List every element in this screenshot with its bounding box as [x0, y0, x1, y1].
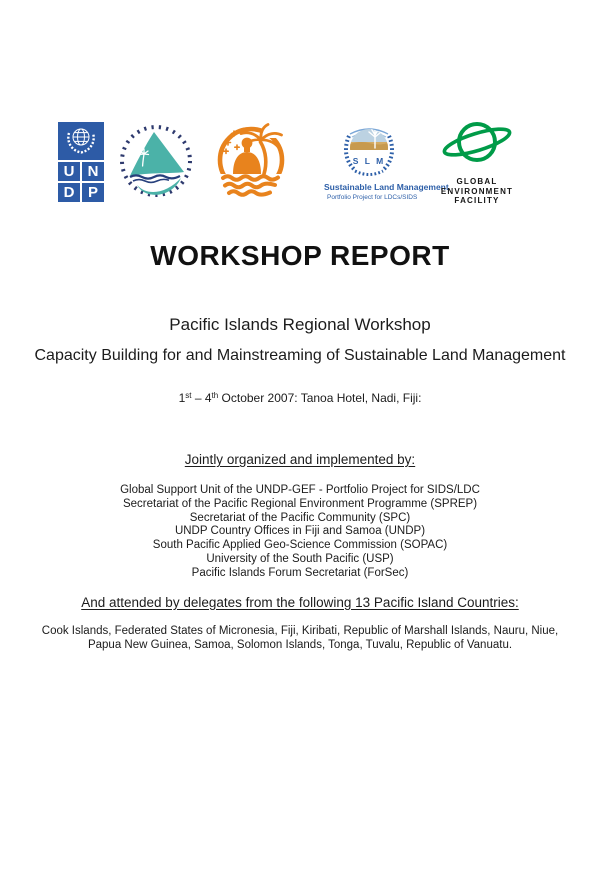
slm-acronym: S L M — [352, 156, 386, 166]
organizers-list — [0, 484, 600, 581]
date-month-venue: October 2007: Tanoa Hotel, Nadi, Fiji: — [218, 391, 422, 405]
attendees-heading: And attended by delegates from the following 13 Pacific Island Countries: — [81, 594, 519, 610]
undp-letter: P — [82, 183, 104, 202]
report-cover-page — [0, 110, 600, 886]
logo-band — [58, 110, 600, 214]
date-day-start: 1 — [178, 391, 186, 405]
slm-caption-line2-text: Portfolio Project for LDCs/SIDS — [327, 194, 418, 201]
organizer-item: Global Support Unit of the UNDP-GEF - Portfolio Project for SIDS/LDC — [120, 484, 480, 496]
undp-letter: D — [58, 183, 80, 202]
sprep-logo — [214, 118, 288, 206]
gef-logo — [438, 118, 516, 206]
organizer-item: Pacific Islands Forum Secretariat (ForSec) — [191, 566, 409, 579]
sprep-island-icon — [214, 118, 288, 206]
organizer-item: UNDP Country Offices in Fiji and Samoa (UNDP) — [174, 525, 426, 538]
organizer-item: University of the South Pacific (USP) — [206, 552, 394, 565]
countries-list — [0, 624, 600, 652]
slm-wreath-icon — [339, 123, 399, 181]
organizer-item: Secretariat of the Pacific Regional Environment Programme (SPREP) — [122, 497, 478, 510]
gef-globe-icon — [439, 118, 515, 170]
organizer-item: Secretariat of the Pacific Community (SPC) — [189, 511, 411, 524]
date-ordinal-st: st — [185, 391, 192, 400]
gef-caption-line: ENVIRONMENT — [440, 186, 514, 196]
undp-letter: U — [58, 162, 80, 181]
workshop-subtitle: Pacific Islands Regional Workshop — [169, 315, 431, 334]
slm-caption-line2 — [324, 194, 418, 201]
countries-line: Papua New Guinea, Samoa, Solomon Islands, Tonga, Tuvalu, Republic of Vanuatu. — [87, 638, 513, 651]
workshop-theme: Capacity Building for and Mainstreaming of Sustainable Land Management — [34, 347, 566, 364]
spc-canoe-icon — [118, 121, 196, 203]
undp-logo — [58, 122, 104, 202]
date-ordinal-th: th — [211, 391, 219, 400]
slm-caption-line1: Sustainable Land Management — [324, 182, 449, 192]
organizers-heading: Jointly organized and implemented by: — [184, 452, 416, 467]
gef-caption-line: GLOBAL — [456, 177, 498, 187]
organizer-item: South Pacific Applied Geo-Science Commission (SOPAC) — [152, 539, 448, 552]
undp-letter-grid — [58, 160, 104, 202]
slm-logo — [324, 123, 449, 201]
undp-letter: N — [82, 162, 104, 181]
date-range-separator: – 4 — [191, 391, 212, 405]
countries-line: Cook Islands, Federated States of Micronesia, Fiji, Kiribati, Republic of Marshall Islands, Nauru, Niue, — [41, 624, 559, 637]
gef-caption-line: FACILITY — [454, 196, 500, 206]
page-title: WORKSHOP REPORT — [150, 240, 450, 271]
un-emblem-icon — [58, 122, 104, 160]
date-venue-line — [0, 388, 600, 406]
spc-logo — [118, 121, 196, 203]
